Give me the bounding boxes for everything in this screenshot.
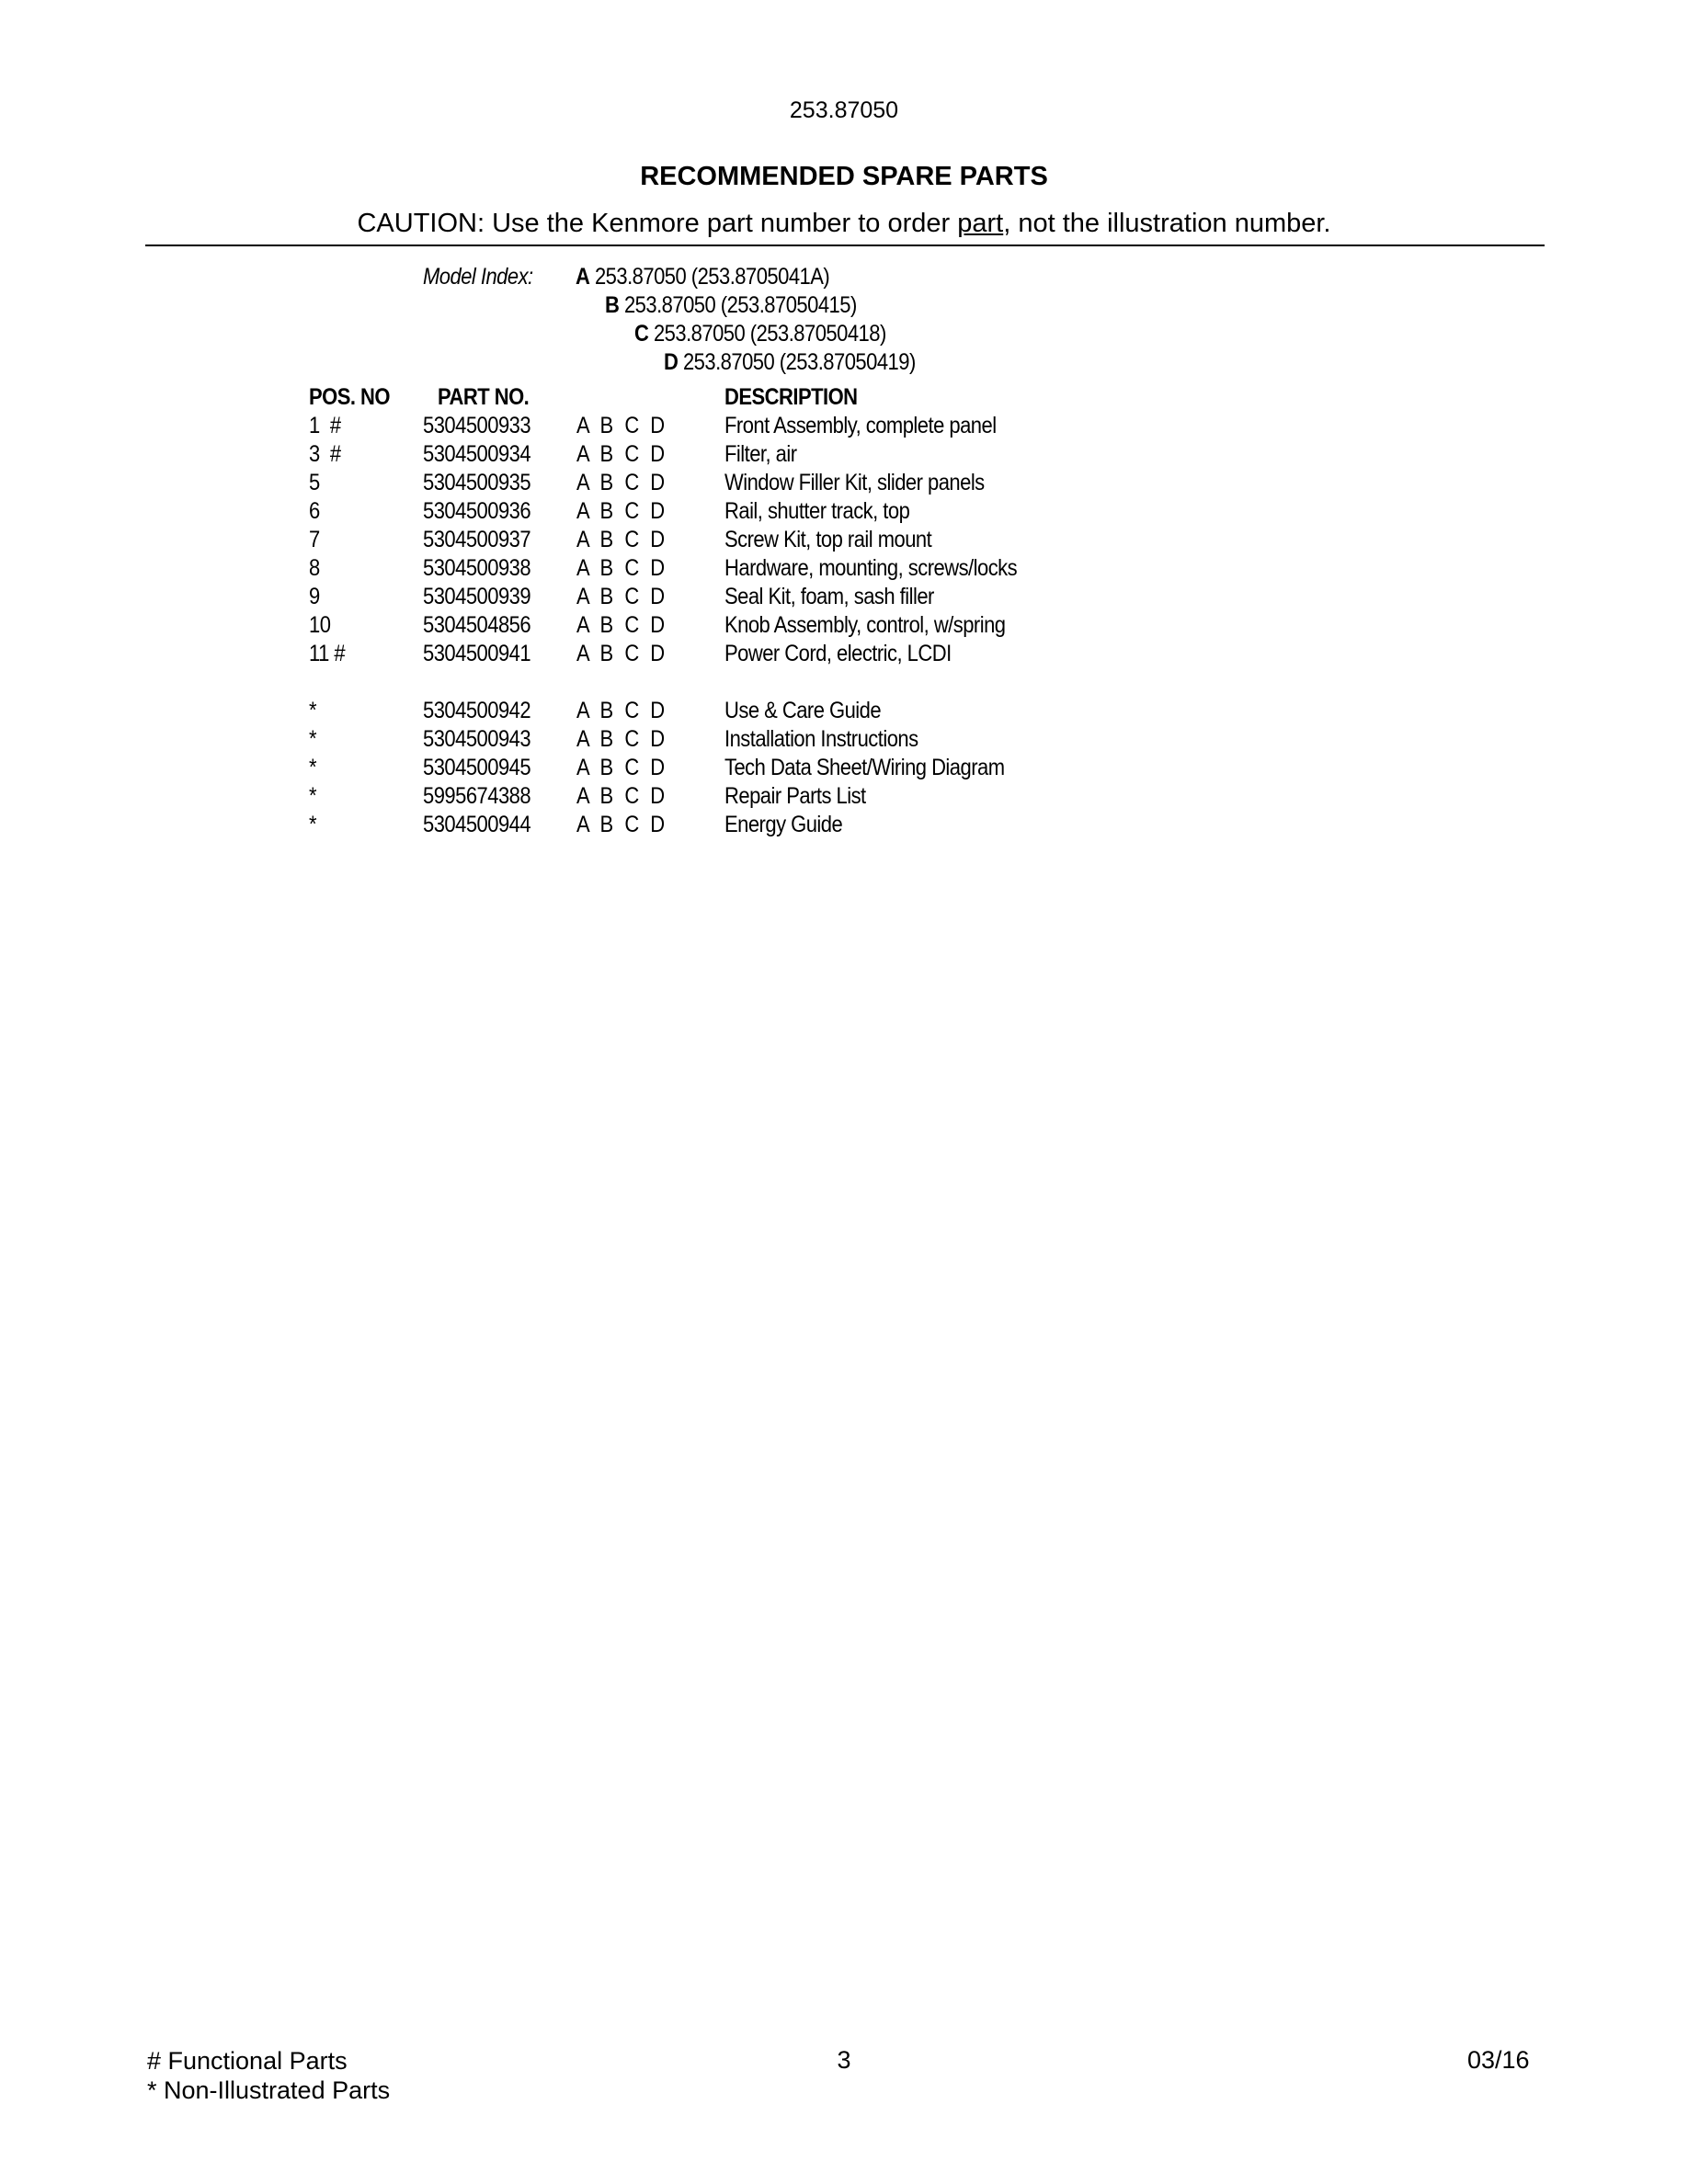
row-models: A B C D: [576, 470, 665, 495]
row-models: A B C D: [576, 783, 665, 809]
model-text: 253.87050 (253.87050418): [653, 321, 886, 347]
row-part: 5304500937: [423, 527, 531, 552]
row-pos: 9: [309, 584, 320, 609]
row-pos: *: [309, 755, 317, 780]
row-pos: *: [309, 812, 317, 837]
model-index-c: [634, 321, 886, 347]
header-desc: DESCRIPTION: [724, 384, 858, 410]
caution-prefix: CAUTION: Use the Kenmore part number to order: [357, 209, 958, 238]
row-desc: Use & Care Guide: [724, 698, 882, 723]
row-pos: 10: [309, 612, 331, 638]
row-pos: 3 #: [309, 441, 341, 467]
row-models: A B C D: [576, 726, 665, 752]
row-models: A B C D: [576, 698, 665, 723]
row-pos: *: [309, 726, 317, 752]
row-desc: Screw Kit, top rail mount: [724, 527, 932, 552]
model-text: 253.87050 (253.8705041A): [594, 264, 830, 290]
model-letter: D: [664, 349, 679, 375]
row-pos: 1 #: [309, 413, 341, 438]
row-models: A B C D: [576, 755, 665, 780]
model-index-d: [664, 349, 916, 376]
row-part: 5304500941: [423, 641, 531, 666]
row-pos: 6: [309, 498, 320, 524]
row-desc: Knob Assembly, control, w/spring: [724, 612, 1006, 638]
page-title: RECOMMENDED SPARE PARTS: [640, 162, 1048, 191]
row-models: A B C D: [576, 441, 665, 467]
row-part: 5304500936: [423, 498, 531, 524]
row-models: A B C D: [576, 555, 665, 581]
row-models: A B C D: [576, 812, 665, 837]
row-desc: Seal Kit, foam, sash filler: [724, 584, 934, 609]
caution-note: [0, 209, 1688, 239]
row-desc: Front Assembly, complete panel: [724, 413, 997, 438]
row-models: A B C D: [576, 498, 665, 524]
row-desc: Rail, shutter track, top: [724, 498, 910, 524]
row-part: 5304500943: [423, 726, 531, 752]
row-part: 5304500945: [423, 755, 531, 780]
row-part: 5304500944: [423, 812, 531, 837]
row-pos: 5: [309, 470, 320, 495]
legend-functional: # Functional Parts: [147, 2047, 348, 2075]
row-pos: 7: [309, 527, 320, 552]
row-part: 5304500933: [423, 413, 531, 438]
row-part: 5304500934: [423, 441, 531, 467]
row-models: A B C D: [576, 413, 665, 438]
row-models: A B C D: [576, 527, 665, 552]
row-part: 5995674388: [423, 783, 531, 809]
model-letter: C: [634, 321, 649, 347]
model-index-label: Model Index:: [423, 264, 533, 290]
row-pos: 8: [309, 555, 320, 581]
row-desc: Power Cord, electric, LCDI: [724, 641, 952, 666]
row-pos: 11 #: [309, 641, 346, 666]
caution-suffix: , not the illustration number.: [1003, 209, 1331, 238]
row-part: 5304500935: [423, 470, 531, 495]
header-pos: POS. NO: [309, 384, 390, 410]
model-letter: B: [605, 292, 620, 318]
page-number: 3: [837, 2046, 851, 2074]
row-part: 5304500942: [423, 698, 531, 723]
row-desc: Tech Data Sheet/Wiring Diagram: [724, 755, 1005, 780]
row-desc: Window Filler Kit, slider panels: [724, 470, 985, 495]
caution-underlined: part: [957, 209, 1004, 238]
model-index-b: [605, 292, 857, 319]
model-code: 253.87050: [789, 97, 899, 123]
row-pos: *: [309, 698, 317, 723]
header-part: PART NO.: [438, 384, 530, 410]
row-desc: Installation Instructions: [724, 726, 918, 752]
model-text: 253.87050 (253.87050415): [623, 292, 857, 318]
row-pos: *: [309, 783, 317, 809]
row-models: A B C D: [576, 584, 665, 609]
row-desc: Hardware, mounting, screws/locks: [724, 555, 1018, 581]
model-letter: A: [576, 264, 590, 290]
row-desc: Energy Guide: [724, 812, 843, 837]
row-part: 5304500938: [423, 555, 531, 581]
model-text: 253.87050 (253.87050419): [682, 349, 916, 375]
row-part: 5304500939: [423, 584, 531, 609]
date-code: 03/16: [1467, 2046, 1530, 2074]
header-divider: [145, 245, 1545, 246]
row-models: A B C D: [576, 612, 665, 638]
row-desc: Repair Parts List: [724, 783, 866, 809]
row-desc: Filter, air: [724, 441, 797, 467]
model-index-a: [576, 264, 829, 290]
row-part: 5304504856: [423, 612, 531, 638]
legend-non-illustrated: * Non-Illustrated Parts: [147, 2076, 391, 2104]
row-models: A B C D: [576, 641, 665, 666]
